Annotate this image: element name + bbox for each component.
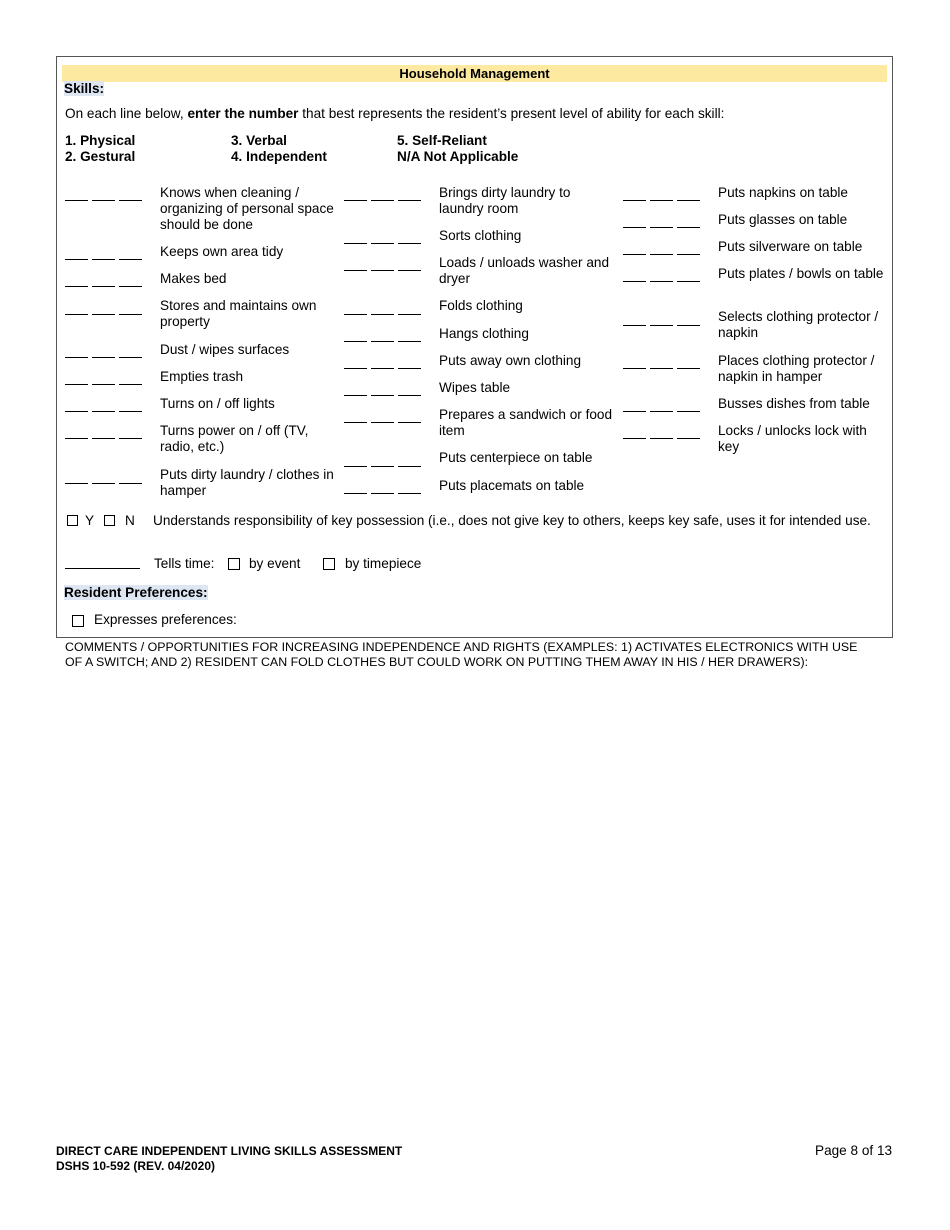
legend-verbal: 3. Verbal — [231, 133, 287, 148]
comments-label: COMMENTS / OPPORTUNITIES FOR INCREASING INDEPENDENCE AND RIGHTS (EXAMPLES: 1) ACTIVATES ELECTRONICS WITH USE OF A SWITCH; AND 2) RESIDENT CAN FOLD CLOTHES BUT COULD WORK ON PUTTING THEM AWAY IN HIS / HER DRAWERS): — [65, 640, 858, 669]
legend-self-reliant: 5. Self-Reliant — [397, 133, 487, 148]
skill-item: Puts centerpiece on table — [439, 450, 593, 465]
score-blanks[interactable] — [623, 191, 701, 201]
skill-item: Empties trash — [160, 369, 244, 384]
score-blanks[interactable] — [623, 316, 701, 326]
score-blanks[interactable] — [344, 413, 422, 423]
score-blanks[interactable] — [344, 261, 422, 271]
score-blanks[interactable] — [65, 305, 143, 315]
skill-item: Selects clothing protector / napkin — [718, 309, 879, 340]
resident-preferences-heading: Resident Preferences: — [64, 585, 208, 600]
score-blanks[interactable] — [65, 375, 143, 385]
score-blanks[interactable] — [65, 402, 143, 412]
by-timepiece-label: by timepiece — [345, 556, 422, 571]
score-blanks[interactable] — [344, 191, 422, 201]
skill-item: Turns power on / off (TV, radio, etc.) — [160, 423, 309, 454]
section-title: Household Management — [62, 65, 887, 82]
tells-time-label: Tells time: — [154, 556, 215, 571]
skill-item: Puts placemats on table — [439, 478, 585, 493]
skill-item: Puts napkins on table — [718, 185, 848, 200]
skill-item: Puts glasses on table — [718, 212, 848, 227]
skill-item: Keeps own area tidy — [160, 244, 284, 259]
skill-item: Locks / unlocks lock with key — [718, 423, 867, 454]
skill-item: Turns on / off lights — [160, 396, 275, 411]
expresses-preferences-checkbox[interactable] — [72, 615, 84, 627]
footer-form-number: DSHS 10-592 (REV. 04/2020) — [56, 1159, 215, 1173]
skills-heading: Skills: — [64, 81, 105, 96]
key-yes-label: Y — [85, 513, 95, 528]
score-blanks[interactable] — [65, 277, 143, 287]
skill-item: Folds clothing — [439, 298, 523, 313]
key-no-label: N — [125, 513, 135, 528]
key-no-checkbox[interactable] — [104, 515, 115, 526]
key-yes-checkbox[interactable] — [67, 515, 78, 526]
skill-item: Dust / wipes surfaces — [160, 342, 290, 357]
score-blanks[interactable] — [623, 272, 701, 282]
score-blanks[interactable] — [623, 218, 701, 228]
score-blanks[interactable] — [65, 429, 143, 439]
score-blanks[interactable] — [65, 191, 143, 201]
score-blanks[interactable] — [344, 484, 422, 494]
skill-item: Puts plates / bowls on table — [718, 266, 884, 281]
skill-item: Prepares a sandwich or food item — [439, 407, 613, 438]
skill-item: Places clothing protector / napkin in hamper — [718, 353, 875, 384]
key-responsibility-text: Understands responsibility of key possession (i.e., does not give key to others, keeps key safe, uses it for intended use. — [153, 513, 871, 528]
score-blanks[interactable] — [344, 332, 422, 342]
skill-item: Stores and maintains own property — [160, 298, 317, 329]
score-blanks[interactable] — [344, 386, 422, 396]
skill-item: Wipes table — [439, 380, 511, 395]
score-blanks[interactable] — [623, 402, 701, 412]
tells-time-score-field[interactable] — [65, 558, 140, 569]
score-blanks[interactable] — [623, 429, 701, 439]
score-blanks[interactable] — [65, 348, 143, 358]
score-blanks[interactable] — [344, 305, 422, 315]
footer-page-number: Page 8 of 13 — [815, 1143, 893, 1158]
skill-item: Loads / unloads washer and dryer — [439, 255, 610, 286]
score-blanks[interactable] — [65, 474, 143, 484]
skill-item: Busses dishes from table — [718, 396, 870, 411]
score-blanks[interactable] — [344, 234, 422, 244]
footer-form-title: DIRECT CARE INDEPENDENT LIVING SKILLS ASSESSMENT — [56, 1144, 403, 1158]
skill-item: Puts away own clothing — [439, 353, 582, 368]
legend-physical: 1. Physical — [65, 133, 136, 148]
score-blanks[interactable] — [344, 359, 422, 369]
by-event-label: by event — [249, 556, 301, 571]
instructions: On each line below, enter the number that best represents the resident’s present level of ability for each skill: — [65, 106, 725, 121]
score-blanks[interactable] — [623, 359, 701, 369]
skill-item: Puts silverware on table — [718, 239, 863, 254]
by-event-checkbox[interactable] — [228, 558, 240, 570]
by-timepiece-checkbox[interactable] — [323, 558, 335, 570]
skill-item: Hangs clothing — [439, 326, 529, 341]
skill-item: Sorts clothing — [439, 228, 522, 243]
skill-item: Brings dirty laundry to laundry room — [439, 185, 571, 216]
skill-item: Knows when cleaning / organizing of personal space should be done — [160, 185, 334, 232]
score-blanks[interactable] — [65, 250, 143, 260]
legend-independent: 4. Independent — [231, 149, 327, 164]
skill-item: Makes bed — [160, 271, 227, 286]
legend-gestural: 2. Gestural — [65, 149, 136, 164]
skill-item: Puts dirty laundry / clothes in hamper — [160, 467, 334, 498]
score-blanks[interactable] — [344, 457, 422, 467]
score-blanks[interactable] — [623, 245, 701, 255]
expresses-preferences-label: Expresses preferences: — [94, 612, 237, 627]
legend-not-applicable: N/A Not Applicable — [397, 149, 519, 164]
